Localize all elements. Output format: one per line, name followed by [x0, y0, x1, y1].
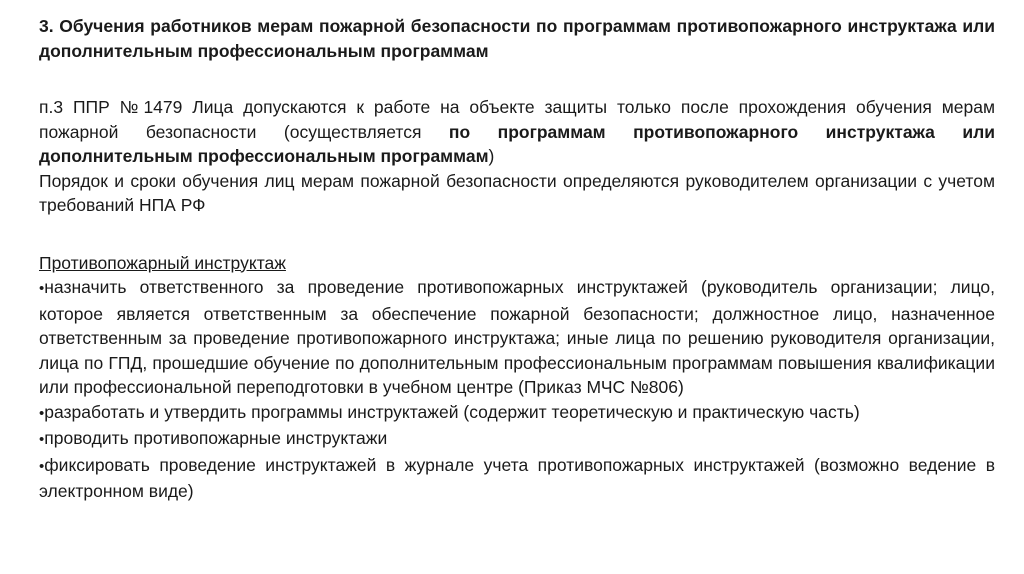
paragraph-bold-text: по программам противопожарного инструктажа или дополнительным профессиональным программам: [39, 121, 995, 166]
bullet-item: [39, 400, 995, 427]
slide-content: [39, 14, 995, 504]
bullet-icon: •: [39, 457, 45, 475]
bullet-icon: •: [39, 404, 45, 422]
bullet-item: [39, 426, 995, 453]
bullet-text: назначить ответственного за проведение противопожарных инструктажей (руководитель организации; лицо, которое является ответственным за обеспечение пожарной безопасности; должностное лицо, назначенное ответственным за проведение противопожарного инструктажа; иные лица по решению руководителя организации, лица по ГПД, прошедшие обучение по дополнительным профессиональным программам повышения квалификации или профессиональной переподготовки в учебном центре (Приказ МЧС №806): [39, 277, 995, 397]
bullet-item: [39, 275, 995, 400]
paragraph-order-terms: Порядок и сроки обучения лиц мерам пожарной безопасности определяются руководителем организации с учетом требований НПА РФ: [39, 170, 995, 215]
paragraph-text: п.3 ППР №1479 Лица допускаются к работе на объекте защиты только после прохождения обучения мерам пожарной безопасности (осуществляется: [39, 97, 995, 142]
paragraph-text-end: ): [488, 146, 495, 166]
slide-title: 3. Обучения работников мерам пожарной безопасности по программам противопожарного инструктажа или дополнительным профессиональным программам: [39, 16, 995, 61]
bullet-text: разработать и утвердить программы инструктажей (содержит теоретическую и практическую часть): [44, 401, 860, 422]
paragraph-ppr-1479: [39, 95, 995, 169]
bullet-icon: •: [39, 431, 45, 448]
bullet-text: фиксировать проведение инструктажей в журнале учета противопожарных инструктажей (возможно ведение в электронном виде): [39, 454, 995, 501]
bullet-icon: •: [39, 280, 45, 297]
bullet-text: проводить противопожарные инструктажи: [44, 428, 388, 448]
bullet-item: [39, 453, 995, 504]
section-heading: Противопожарный инструктаж: [39, 252, 286, 273]
